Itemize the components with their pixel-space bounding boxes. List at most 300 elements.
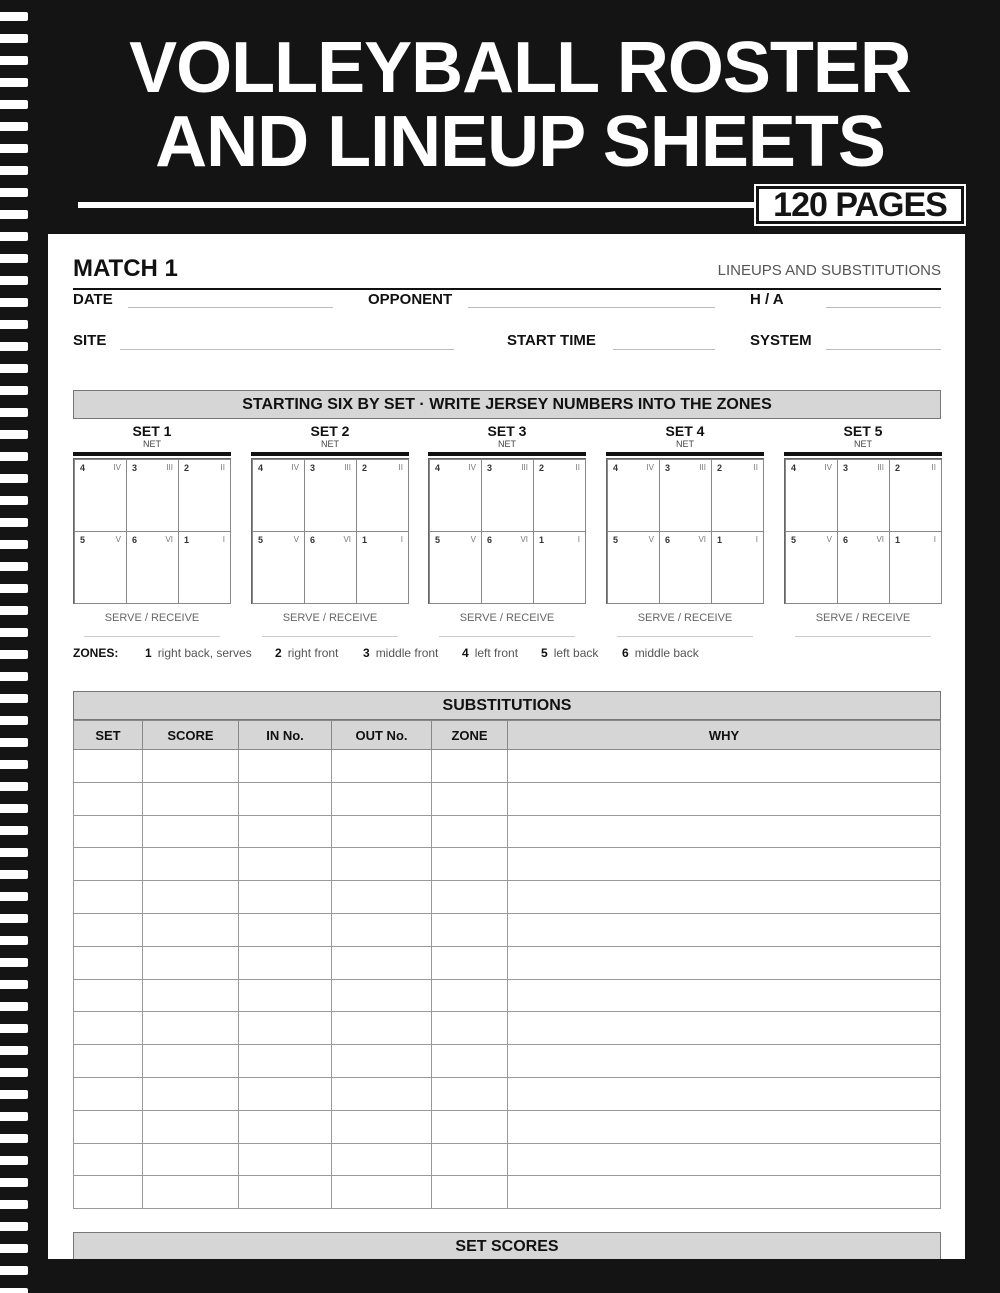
rotation-numeral: IV xyxy=(468,463,476,472)
table-row xyxy=(74,946,941,979)
table-cell[interactable] xyxy=(239,782,332,815)
spiral-ring xyxy=(0,1288,28,1293)
table-cell[interactable] xyxy=(508,1143,941,1176)
zone-number: 6 xyxy=(487,535,493,545)
table-cell[interactable] xyxy=(239,881,332,914)
site-field[interactable] xyxy=(120,349,454,350)
table-row xyxy=(74,1110,941,1143)
spiral-ring xyxy=(0,1134,28,1143)
table-cell[interactable] xyxy=(508,750,941,783)
zone-legend-text: right back, serves xyxy=(157,646,252,660)
spiral-ring xyxy=(0,628,28,637)
table-cell[interactable] xyxy=(143,913,239,946)
table-cell[interactable] xyxy=(432,815,508,848)
table-row xyxy=(74,815,941,848)
rotation-numeral: VI xyxy=(520,535,528,544)
spiral-ring xyxy=(0,562,28,571)
zone-cell-2[interactable] xyxy=(711,459,764,532)
table-cell[interactable] xyxy=(432,881,508,914)
table-cell[interactable] xyxy=(239,750,332,783)
rotation-numeral: V xyxy=(115,535,121,544)
spiral-ring xyxy=(0,342,28,351)
net-line xyxy=(784,452,942,456)
spiral-ring xyxy=(0,1156,28,1165)
zone-number: 1 xyxy=(184,535,190,545)
serve-receive-label: SERVE / RECEIVE xyxy=(815,612,911,624)
table-cell[interactable] xyxy=(239,815,332,848)
court-diagram xyxy=(73,458,231,604)
spiral-ring xyxy=(0,1112,28,1121)
serve-receive-field[interactable] xyxy=(262,636,398,637)
rotation-numeral: VI xyxy=(165,535,173,544)
pages-badge: 120 PAGES xyxy=(756,186,964,224)
table-row xyxy=(74,848,941,881)
net-line xyxy=(251,452,409,456)
serve-receive-label: SERVE / RECEIVE xyxy=(282,612,378,624)
zone-cell-3[interactable] xyxy=(659,459,712,532)
header-rule xyxy=(73,288,941,290)
table-cell[interactable] xyxy=(432,979,508,1012)
table-cell[interactable] xyxy=(74,848,143,881)
spiral-ring xyxy=(0,1024,28,1033)
net-line xyxy=(606,452,764,456)
table-cell[interactable] xyxy=(74,881,143,914)
table-cell[interactable] xyxy=(74,750,143,783)
set-title: SET 3 xyxy=(487,423,527,439)
table-row xyxy=(74,1176,941,1209)
spiral-ring xyxy=(0,320,28,329)
zone-cell-3[interactable] xyxy=(837,459,890,532)
zone-number: 5 xyxy=(435,535,441,545)
zone-cell-4[interactable] xyxy=(607,459,660,532)
zone-legend-item xyxy=(145,646,252,660)
serve-receive-field[interactable] xyxy=(617,636,753,637)
spiral-ring xyxy=(0,1090,28,1099)
rotation-numeral: IV xyxy=(291,463,299,472)
table-cell[interactable] xyxy=(508,913,941,946)
date-field[interactable] xyxy=(128,307,333,308)
spiral-ring xyxy=(0,848,28,857)
spiral-ring xyxy=(0,1178,28,1187)
rotation-numeral: III xyxy=(877,463,884,472)
spiral-ring xyxy=(0,496,28,505)
rotation-numeral: IV xyxy=(646,463,654,472)
rotation-numeral: III xyxy=(699,463,706,472)
table-cell[interactable] xyxy=(74,979,143,1012)
column-header: SET xyxy=(74,721,143,750)
zone-number: 1 xyxy=(717,535,723,545)
table-row xyxy=(74,881,941,914)
table-cell[interactable] xyxy=(432,1176,508,1209)
table-cell[interactable] xyxy=(332,1045,432,1078)
table-cell[interactable] xyxy=(432,782,508,815)
column-header: OUT No. xyxy=(332,721,432,750)
table-cell[interactable] xyxy=(332,1077,432,1110)
serve-receive-field[interactable] xyxy=(84,636,220,637)
table-cell[interactable] xyxy=(239,913,332,946)
serve-receive-label: SERVE / RECEIVE xyxy=(104,612,200,624)
zone-number: 4 xyxy=(258,463,264,473)
rotation-numeral: I xyxy=(577,535,580,544)
table-cell[interactable] xyxy=(143,782,239,815)
zone-legend-number: 4 xyxy=(462,646,469,660)
set-lineup-5 xyxy=(784,424,942,637)
table-cell[interactable] xyxy=(143,979,239,1012)
spiral-ring xyxy=(0,694,28,703)
start-time-field[interactable] xyxy=(613,349,715,350)
spiral-binding xyxy=(0,0,30,1293)
table-cell[interactable] xyxy=(508,979,941,1012)
table-cell[interactable] xyxy=(508,1077,941,1110)
rotation-numeral: IV xyxy=(113,463,121,472)
serve-receive-field[interactable] xyxy=(439,636,575,637)
court-diagram xyxy=(428,458,586,604)
table-cell[interactable] xyxy=(74,1143,143,1176)
set-title: SET 4 xyxy=(665,423,705,439)
starting-six-bar: STARTING SIX BY SET · WRITE JERSEY NUMBERS INTO THE ZONES xyxy=(73,390,941,419)
table-cell[interactable] xyxy=(143,815,239,848)
zone-legend-text: middle back xyxy=(634,646,699,660)
zone-legend-text: right front xyxy=(287,646,339,660)
zone-cell-4[interactable] xyxy=(252,459,305,532)
table-cell[interactable] xyxy=(239,1143,332,1176)
rotation-numeral: II xyxy=(753,463,758,472)
spiral-ring xyxy=(0,188,28,197)
spiral-ring xyxy=(0,540,28,549)
table-row xyxy=(74,782,941,815)
cover-title-line2: AND LINEUP SHEETS xyxy=(155,102,885,182)
zone-legend-text: left front xyxy=(474,646,519,660)
table-cell[interactable] xyxy=(143,1077,239,1110)
zone-number: 1 xyxy=(362,535,368,545)
table-cell[interactable] xyxy=(143,1110,239,1143)
table-cell[interactable] xyxy=(74,946,143,979)
table-row xyxy=(74,1077,941,1110)
zone-legend-number: 5 xyxy=(541,646,548,660)
zone-cell-1[interactable] xyxy=(178,531,231,604)
zone-cell-6[interactable] xyxy=(126,531,179,604)
spiral-ring xyxy=(0,914,28,923)
table-cell[interactable] xyxy=(239,1045,332,1078)
sheet-subtitle: LINEUPS AND SUBSTITUTIONS xyxy=(717,262,941,279)
home-away-label: H / A xyxy=(750,291,784,308)
spiral-ring xyxy=(0,980,28,989)
table-cell[interactable] xyxy=(239,979,332,1012)
rotation-numeral: III xyxy=(344,463,351,472)
table-cell[interactable] xyxy=(332,881,432,914)
rotation-numeral: I xyxy=(400,535,403,544)
spiral-ring xyxy=(0,826,28,835)
table-cell[interactable] xyxy=(74,913,143,946)
column-header: WHY xyxy=(508,721,941,750)
zone-number: 4 xyxy=(791,463,797,473)
set-lineup-3 xyxy=(428,424,586,637)
zone-legend-item xyxy=(541,646,598,660)
table-cell[interactable] xyxy=(74,1012,143,1045)
table-cell[interactable] xyxy=(239,1012,332,1045)
net-label: NET xyxy=(143,439,161,449)
table-cell[interactable] xyxy=(143,1045,239,1078)
spiral-ring xyxy=(0,34,28,43)
spiral-ring xyxy=(0,276,28,285)
table-cell[interactable] xyxy=(432,848,508,881)
table-cell[interactable] xyxy=(332,1012,432,1045)
zone-number: 5 xyxy=(613,535,619,545)
rotation-numeral: III xyxy=(521,463,528,472)
table-cell[interactable] xyxy=(508,1045,941,1078)
net-label: NET xyxy=(321,439,339,449)
zone-cell-3[interactable] xyxy=(126,459,179,532)
table-cell[interactable] xyxy=(332,979,432,1012)
spiral-ring xyxy=(0,122,28,131)
table-cell[interactable] xyxy=(508,946,941,979)
spiral-ring xyxy=(0,1200,28,1209)
table-cell[interactable] xyxy=(143,848,239,881)
table-cell[interactable] xyxy=(332,1176,432,1209)
table-cell[interactable] xyxy=(143,1143,239,1176)
spiral-ring xyxy=(0,210,28,219)
zone-number: 6 xyxy=(843,535,849,545)
table-cell[interactable] xyxy=(432,1077,508,1110)
zone-number: 3 xyxy=(487,463,493,473)
table-cell[interactable] xyxy=(143,946,239,979)
zone-cell-1[interactable] xyxy=(533,531,586,604)
table-cell[interactable] xyxy=(239,1110,332,1143)
zone-cell-5[interactable] xyxy=(252,531,305,604)
table-cell[interactable] xyxy=(508,815,941,848)
spiral-ring xyxy=(0,738,28,747)
spiral-ring xyxy=(0,716,28,725)
spiral-ring xyxy=(0,144,28,153)
set-lineup-2 xyxy=(251,424,409,637)
zone-legend-text: left back xyxy=(553,646,599,660)
spiral-ring xyxy=(0,386,28,395)
system-label: SYSTEM xyxy=(750,332,812,349)
zone-number: 6 xyxy=(132,535,138,545)
table-cell[interactable] xyxy=(74,782,143,815)
table-cell[interactable] xyxy=(508,1176,941,1209)
set-lineup-4 xyxy=(606,424,764,637)
spiral-ring xyxy=(0,518,28,527)
rotation-numeral: II xyxy=(398,463,403,472)
zone-cell-6[interactable] xyxy=(481,531,534,604)
rotation-numeral: V xyxy=(470,535,476,544)
spiral-ring xyxy=(0,650,28,659)
rotation-numeral: V xyxy=(826,535,832,544)
zone-number: 3 xyxy=(310,463,316,473)
date-label: DATE xyxy=(73,291,113,308)
zone-number: 4 xyxy=(435,463,441,473)
zone-cell-1[interactable] xyxy=(889,531,942,604)
zone-number: 1 xyxy=(539,535,545,545)
zone-cell-5[interactable] xyxy=(785,531,838,604)
zone-number: 6 xyxy=(310,535,316,545)
substitutions-title: SUBSTITUTIONS xyxy=(73,691,941,720)
match-title: MATCH 1 xyxy=(73,255,178,282)
column-header: SCORE xyxy=(143,721,239,750)
table-row xyxy=(74,1143,941,1176)
spiral-ring xyxy=(0,1222,28,1231)
serve-receive-field[interactable] xyxy=(795,636,931,637)
zone-legend-number: 3 xyxy=(363,646,370,660)
cover-rule xyxy=(78,202,758,208)
spiral-ring xyxy=(0,804,28,813)
spiral-ring xyxy=(0,584,28,593)
zone-number: 1 xyxy=(895,535,901,545)
zone-number: 2 xyxy=(717,463,723,473)
zone-legend-item xyxy=(462,646,518,660)
net-line xyxy=(428,452,586,456)
table-cell[interactable] xyxy=(432,1012,508,1045)
rotation-numeral: V xyxy=(648,535,654,544)
rotation-numeral: IV xyxy=(824,463,832,472)
system-field[interactable] xyxy=(826,349,941,350)
table-cell[interactable] xyxy=(332,946,432,979)
table-cell[interactable] xyxy=(508,1110,941,1143)
table-cell[interactable] xyxy=(432,946,508,979)
spiral-ring xyxy=(0,1046,28,1055)
substitutions-header-row xyxy=(74,721,941,750)
spiral-ring xyxy=(0,474,28,483)
spiral-ring xyxy=(0,606,28,615)
net-label: NET xyxy=(676,439,694,449)
table-cell[interactable] xyxy=(332,913,432,946)
table-cell[interactable] xyxy=(432,1110,508,1143)
spiral-ring xyxy=(0,232,28,241)
net-line xyxy=(73,452,231,456)
zone-cell-5[interactable] xyxy=(607,531,660,604)
table-cell[interactable] xyxy=(508,782,941,815)
zone-legend-item xyxy=(363,646,438,660)
zone-number: 2 xyxy=(184,463,190,473)
zone-cell-6[interactable] xyxy=(837,531,890,604)
table-cell[interactable] xyxy=(74,1077,143,1110)
net-label: NET xyxy=(498,439,516,449)
zone-cell-2[interactable] xyxy=(533,459,586,532)
spiral-ring xyxy=(0,100,28,109)
column-header: ZONE xyxy=(432,721,508,750)
spiral-ring xyxy=(0,958,28,967)
table-cell[interactable] xyxy=(143,1012,239,1045)
spiral-ring xyxy=(0,408,28,417)
spiral-ring xyxy=(0,298,28,307)
table-row xyxy=(74,979,941,1012)
rotation-numeral: V xyxy=(293,535,299,544)
table-cell[interactable] xyxy=(143,750,239,783)
table-cell[interactable] xyxy=(74,1045,143,1078)
spiral-ring xyxy=(0,12,28,21)
spiral-ring xyxy=(0,1002,28,1011)
zone-number: 3 xyxy=(665,463,671,473)
table-cell[interactable] xyxy=(239,946,332,979)
table-cell[interactable] xyxy=(432,1143,508,1176)
zone-number: 5 xyxy=(258,535,264,545)
zone-cell-2[interactable] xyxy=(356,459,409,532)
table-cell[interactable] xyxy=(332,1143,432,1176)
zone-number: 4 xyxy=(80,463,86,473)
zone-legend-item xyxy=(622,646,699,660)
zone-cell-6[interactable] xyxy=(659,531,712,604)
spiral-ring xyxy=(0,452,28,461)
table-cell[interactable] xyxy=(74,1176,143,1209)
table-cell[interactable] xyxy=(332,848,432,881)
table-cell[interactable] xyxy=(332,750,432,783)
zone-cell-2[interactable] xyxy=(178,459,231,532)
spiral-ring xyxy=(0,430,28,439)
set-lineup-1 xyxy=(73,424,231,637)
spiral-ring xyxy=(0,166,28,175)
rotation-numeral: I xyxy=(755,535,758,544)
home-away-field[interactable] xyxy=(826,307,941,308)
serve-receive-label: SERVE / RECEIVE xyxy=(637,612,733,624)
spiral-ring xyxy=(0,1266,28,1275)
table-cell[interactable] xyxy=(508,1012,941,1045)
rotation-numeral: I xyxy=(222,535,225,544)
table-cell[interactable] xyxy=(239,1077,332,1110)
table-cell[interactable] xyxy=(74,1110,143,1143)
zone-cell-3[interactable] xyxy=(304,459,357,532)
table-cell[interactable] xyxy=(143,881,239,914)
table-cell[interactable] xyxy=(432,750,508,783)
table-cell[interactable] xyxy=(143,1176,239,1209)
spiral-ring xyxy=(0,254,28,263)
table-cell[interactable] xyxy=(432,1045,508,1078)
spiral-ring xyxy=(0,1068,28,1077)
rotation-numeral: II xyxy=(931,463,936,472)
zone-cell-4[interactable] xyxy=(429,459,482,532)
zone-cell-5[interactable] xyxy=(74,531,127,604)
zone-cell-1[interactable] xyxy=(356,531,409,604)
table-cell[interactable] xyxy=(432,913,508,946)
substitutions-table xyxy=(73,720,941,1209)
table-cell[interactable] xyxy=(508,881,941,914)
zone-number: 6 xyxy=(665,535,671,545)
spiral-ring xyxy=(0,672,28,681)
table-cell[interactable] xyxy=(74,815,143,848)
zone-cell-5[interactable] xyxy=(429,531,482,604)
table-row xyxy=(74,913,941,946)
zone-number: 2 xyxy=(362,463,368,473)
court-diagram xyxy=(251,458,409,604)
start-time-label: START TIME xyxy=(507,332,596,349)
zone-cell-2[interactable] xyxy=(889,459,942,532)
zone-number: 3 xyxy=(132,463,138,473)
zone-cell-1[interactable] xyxy=(711,531,764,604)
spiral-ring xyxy=(0,892,28,901)
table-cell[interactable] xyxy=(239,848,332,881)
zone-cell-4[interactable] xyxy=(785,459,838,532)
rotation-numeral: III xyxy=(166,463,173,472)
court-diagram xyxy=(784,458,942,604)
opponent-field[interactable] xyxy=(468,307,715,308)
zone-cell-4[interactable] xyxy=(74,459,127,532)
table-cell[interactable] xyxy=(508,848,941,881)
zone-cell-3[interactable] xyxy=(481,459,534,532)
opponent-label: OPPONENT xyxy=(368,291,453,308)
table-cell[interactable] xyxy=(332,782,432,815)
table-cell[interactable] xyxy=(239,1176,332,1209)
table-cell[interactable] xyxy=(332,1110,432,1143)
set-scores-title: SET SCORES xyxy=(73,1232,941,1259)
table-cell[interactable] xyxy=(332,815,432,848)
set-title: SET 1 xyxy=(132,423,172,439)
zone-cell-6[interactable] xyxy=(304,531,357,604)
court-diagram xyxy=(606,458,764,604)
table-row xyxy=(74,1012,941,1045)
rotation-numeral: VI xyxy=(876,535,884,544)
zone-number: 2 xyxy=(895,463,901,473)
spiral-ring xyxy=(0,78,28,87)
